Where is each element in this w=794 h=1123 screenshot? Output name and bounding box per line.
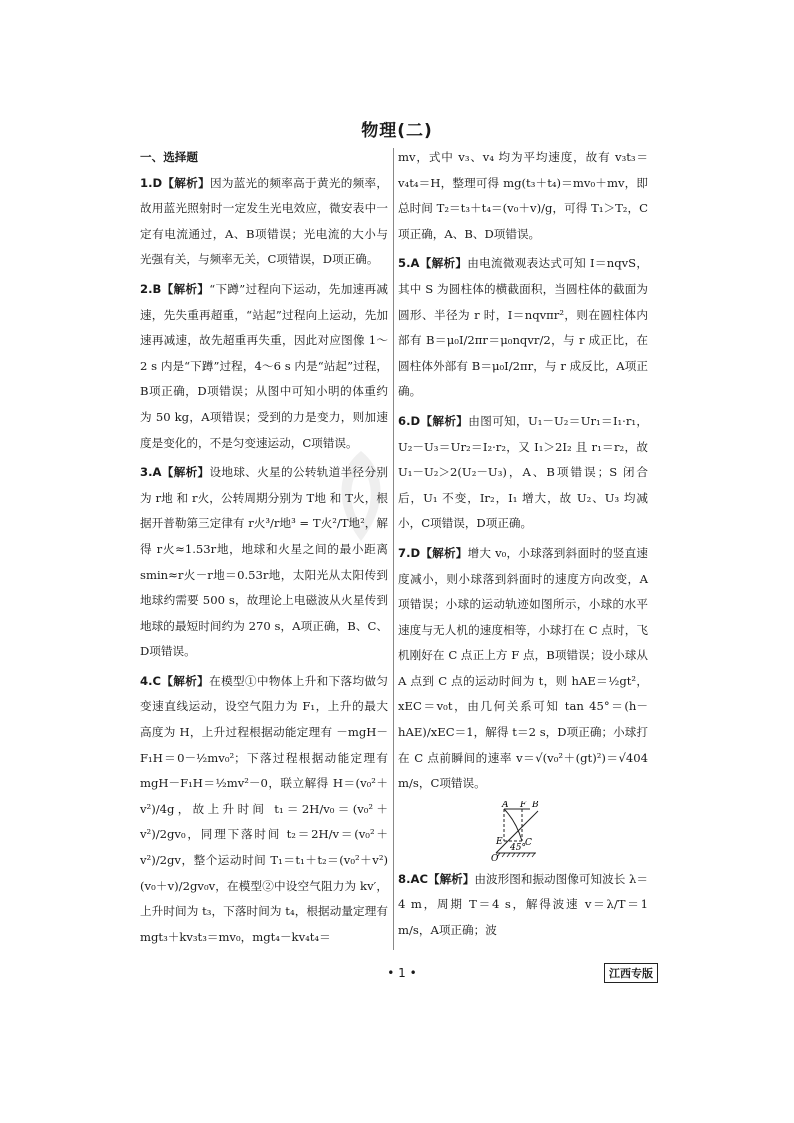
analysis-text: 在模型①中物体上升和下落均做匀变速直线运动，设空气阻力为 F₁，上升的最大高度为 H，上升过程根据动能定理有 －mgH－F₁H＝0－½mv₀²；下落过程根据动能定理有 mgH－F₁H＝½mv²－0，联立解得 H＝(v₀²＋v²)/4g，故上升时间 t₁＝2H/v₀＝(v₀²＋v²)/2gv₀，同理下落时间 t₂＝2H/v＝(v₀²＋v²)/2gv，整个运动时间 T₁＝t₁＋t₂＝(v₀²＋v²)(v₀＋v)/2gv₀v，在模型②中设空气阻力为 kv′，上升时间为 t₃，下落时间为 t₄，根据动量定理有 mgt₃＋kv₃t₃＝mv₀，mgt₄－kv₄t₄＝ — [140, 673, 388, 944]
page-number: • 1 • — [387, 966, 417, 980]
answer-key: 3.A — [140, 465, 162, 480]
question-block — [398, 251, 648, 405]
analysis-tag: 【解析】 — [420, 413, 469, 428]
ground-hatch — [522, 853, 525, 857]
section-heading: 一、选择题 — [140, 150, 198, 164]
analysis-text: 因为蓝光的频率高于黄光的频率，故用蓝光照射时一定发生光电效应，微安表中一定有电流通过，A、B项错误；光电流的大小与光强有关，与频率无关，C项错误，D项正确。 — [140, 175, 388, 267]
ground-hatch — [507, 853, 510, 857]
answer-key: 8.AC — [398, 871, 428, 886]
analysis-tag: 【解析】 — [161, 465, 210, 480]
analysis-text: 增大 v₀，小球落到斜面时的竖直速度减小，则小球落到斜面时的速度方向改变，A项错误；小球的运动轨迹如图所示，小球的水平速度与无人机的速度相等，小球打在 C 点时，飞机刚好在 C 点正上方 F 点，B项错误；设小球从 A 点到 C 点的运动时间为 t，则 hAE＝½gt²，xEC＝v₀t，由几何关系可知 tan 45°＝(h－hAE)/xEC＝1，解得 t＝2 s，D项正确；小球打在 C 点前瞬间的速率 v＝√(v₀²＋(gt)²)＝√404 m/s，C项错误。 — [398, 545, 648, 791]
answer-key: 1.D — [140, 175, 163, 190]
question-block — [398, 409, 648, 537]
left-question-list — [140, 171, 388, 951]
right-column — [398, 145, 648, 948]
analysis-text: 由电流微观表达式可知 I＝nqvS，其中 S 为圆柱体的横截面积，当圆柱体的截面为圆形、半径为 r 时，I＝nqvπr²，则在圆柱体内部有 B＝μ₀I/2πr＝μ₀nqvr/2，与 r 成正比，在圆柱体外部有 B＝μ₀I/2πr，与 r 成反比，A项正确。 — [398, 256, 648, 399]
analysis-text: 设地球、火星的公转轨道半径分别为 r地 和 r火，公转周期分别为 T地 和 T火，根据开普勒第三定律有 r火³/r地³ = T火²/T地²，解得 r火≈1.53r地，地球和火星之间的最小距离 smin≈r火－r地＝0.53r地，太阳光从太阳传到地球约需要 500 s，故理论上电磁波从火星传到地球的最短时间约为 270 s，A项正确，B、C、D项错误。 — [140, 465, 388, 659]
answer-key: 6.D — [398, 413, 421, 428]
answer-key: 7.D — [398, 545, 421, 560]
diagram-label: A — [502, 800, 509, 810]
analysis-tag: 【解析】 — [162, 175, 210, 190]
question-block — [140, 460, 388, 665]
question-block — [398, 867, 648, 944]
answer-key: 4.C — [140, 673, 161, 688]
diagram-label: 45° — [510, 842, 526, 853]
ground-hatch — [527, 853, 530, 857]
page-title: 物理(二) — [361, 121, 433, 141]
left-column — [140, 145, 388, 954]
ground-hatch — [517, 853, 520, 857]
diagram-label: E — [496, 836, 503, 847]
right-question-list — [398, 145, 648, 944]
question-block — [398, 541, 648, 797]
analysis-tag: 【解析】 — [160, 673, 210, 688]
analysis-tag: 【解析】 — [419, 256, 468, 271]
analysis-text: 由波形图和振动图像可知波长 λ＝4 m，周期 T＝4 s，解得波速 v＝λ/T＝1 m/s，A项正确；波 — [398, 871, 648, 938]
edition-badge: 江西专版 — [604, 963, 658, 983]
column-divider — [393, 148, 394, 950]
analysis-tag: 【解析】 — [420, 545, 468, 560]
diagram-label: B — [532, 800, 539, 810]
diagram-label: F — [520, 800, 527, 810]
answer-key: 2.B — [140, 281, 162, 296]
trajectory-diagram — [490, 801, 560, 863]
question-block — [398, 145, 648, 247]
answer-key: 5.A — [398, 256, 420, 271]
analysis-tag: 【解析】 — [427, 871, 475, 886]
diagram-label: O — [491, 853, 499, 863]
question-block — [140, 171, 388, 273]
analysis-text: mv，式中 v₃、v₄ 均为平均速度，故有 v₃t₃＝v₄t₄＝H，整理可得 mg(t₃＋t₄)＝mv₀＋mv，即总时间 T₂＝t₃＋t₄＝(v₀＋v)/g，可得 T₁＞T₂，C项正确，A、B、D项错误。 — [398, 150, 648, 241]
question-block — [140, 277, 388, 456]
ground-hatch — [502, 853, 505, 857]
ground-hatch — [532, 853, 535, 857]
question-block — [140, 669, 388, 951]
analysis-text: 由图可知，U₁－U₂＝Ur₁＝I₁·r₁，U₂－U₃＝Ur₂＝I₂·r₂，又 I₁＞2I₂ 且 r₁＝r₂，故 U₁－U₂＞2(U₂－U₃)，A、B项错误；S 闭合后，U₁ 不变，Ir₂，I₁ 增大，故 U₂、U₃ 均减小，C项错误，D项正确。 — [398, 413, 648, 531]
ground-hatch — [512, 853, 515, 857]
analysis-tag: 【解析】 — [161, 281, 210, 296]
analysis-text: “下蹲”过程向下运动，先加速再减速，先失重再超重，“站起”过程向上运动，先加速再减速，故先超重再失重，因此对应图像 1～2 s 内是“下蹲”过程，4～6 s 内是“站起”过程，B项正确，D项错误；从图中可知小明的体重约为 50 kg，A项错误；受到的力是变力，则加速度是变化的，不是匀变速运动，C项错误。 — [140, 281, 388, 450]
diagram-label: C — [525, 837, 532, 848]
